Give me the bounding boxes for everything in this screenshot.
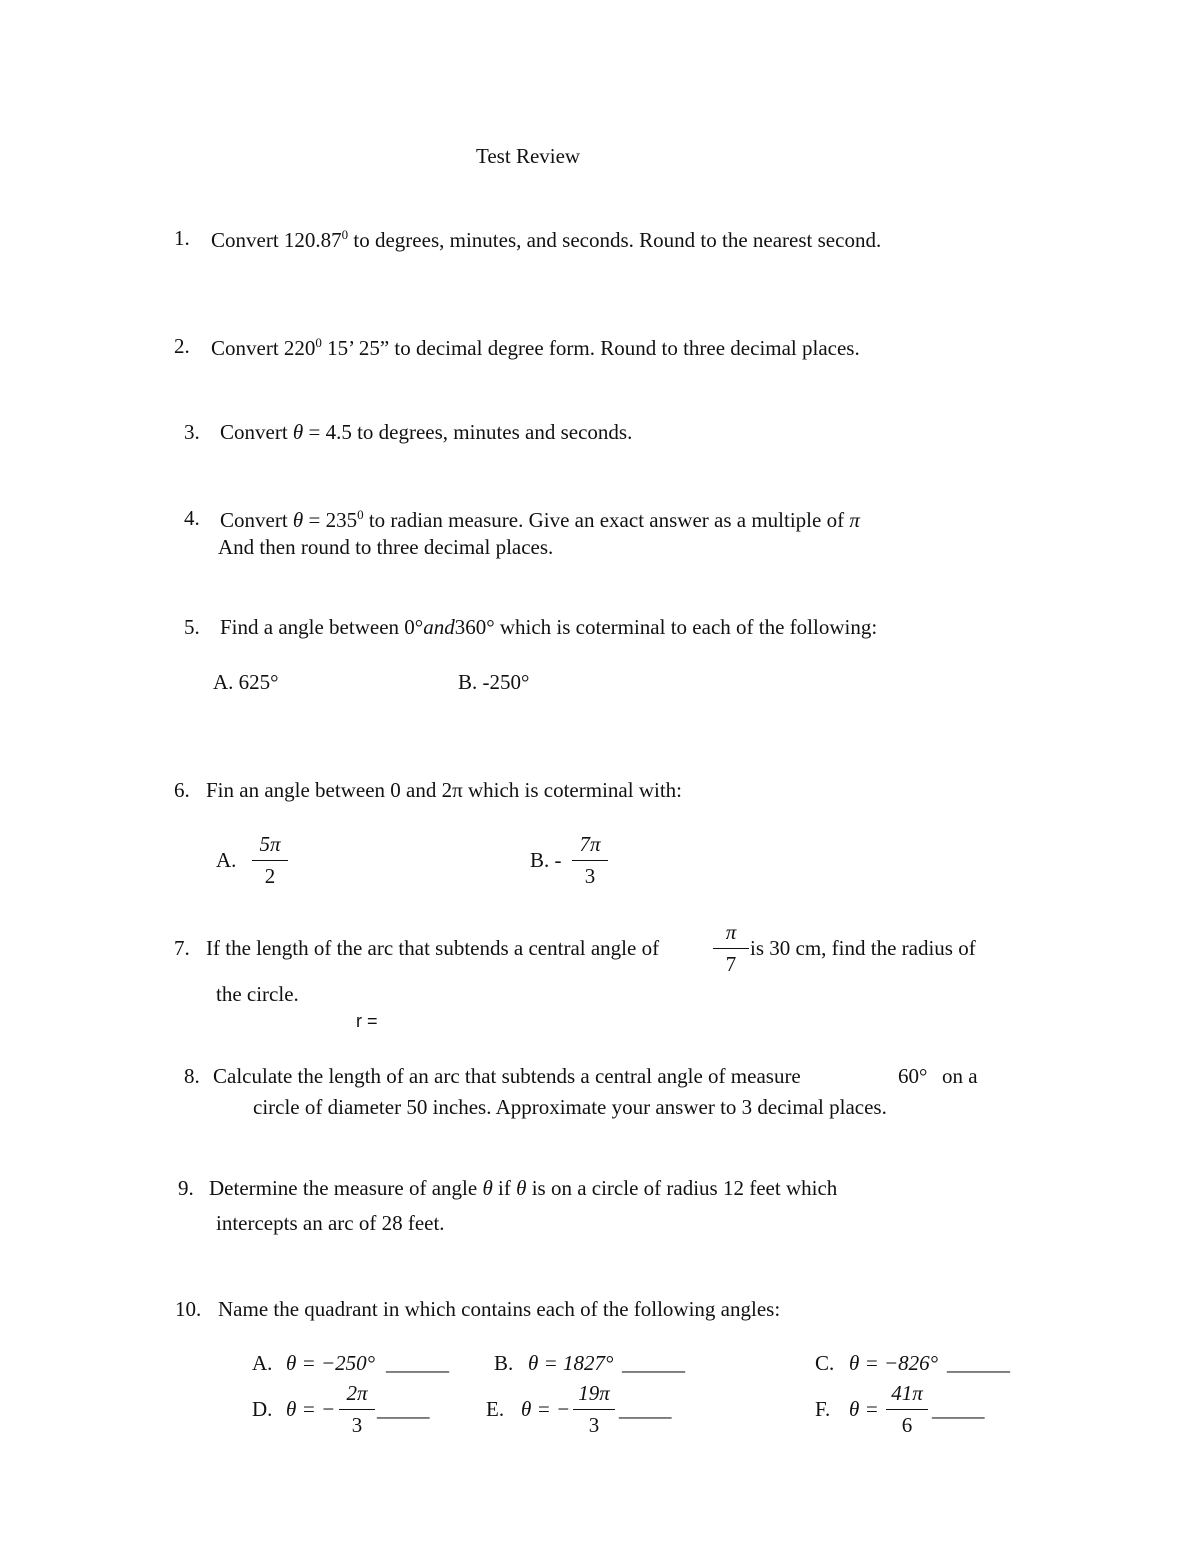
q10-option-e-fraction: 19π 3 <box>571 1383 617 1436</box>
q10-option-d-expr: θ = − <box>286 1397 336 1421</box>
q10-option-b-label: B. <box>494 1351 514 1375</box>
q10-option-f-label: F. <box>815 1397 831 1421</box>
q6-option-a-fraction: 5π 2 <box>250 834 290 887</box>
q10-option-e-label: E. <box>486 1397 505 1421</box>
q8-text-tail: on a <box>942 1064 978 1088</box>
q1-text: Convert 120.87$^0$ to degrees, minutes, and seconds. Round to the nearest second. <box>211 227 882 252</box>
q6-option-a-label: A. <box>216 848 237 872</box>
q10-option-a-label: A. <box>252 1351 273 1375</box>
q5-text: Find a angle between 0°and360° which is coterminal to each of the following: <box>220 615 878 639</box>
q8-text: Calculate the length of an arc that subtends a central angle of measure <box>213 1064 801 1088</box>
q7-text-rest: is 30 cm, find the radius of <box>750 936 976 960</box>
q10-option-f-expr: θ = <box>849 1397 879 1421</box>
q5-number: 5. <box>184 615 200 639</box>
q10-option-b-expr: θ = 1827° <box>528 1351 614 1375</box>
q6-text: Fin an angle between 0 and 2π which is coterminal with: <box>206 778 682 802</box>
q8-angle: 60° <box>898 1064 928 1088</box>
q1-number: 1. <box>174 226 190 250</box>
q7-number: 7. <box>174 936 190 960</box>
q7-fraction: π 7 <box>711 922 751 975</box>
q4-line2: And then round to three decimal places. <box>218 535 554 559</box>
page-title: Test Review <box>476 144 581 168</box>
q10-number: 10. <box>175 1297 202 1321</box>
q2-text: Convert $220^0$ 15’ 25” to decimal degree form. Round to three decimal places. <box>211 335 860 360</box>
q6-option-b-fraction: 7π 3 <box>570 834 610 887</box>
q5-option-a: A. 625° <box>213 670 279 694</box>
q7-answer: r = <box>356 1011 378 1031</box>
q7-line2: the circle. <box>216 982 299 1006</box>
q10-option-c-label: C. <box>815 1351 835 1375</box>
q10-option-a-expr: θ = −250° <box>286 1351 376 1375</box>
q9-number: 9. <box>178 1176 194 1200</box>
q10-text: Name the quadrant in which contains each of the following angles: <box>218 1297 781 1321</box>
q3-text: Convert θ = 4.5 to degrees, minutes and seconds. <box>220 420 633 444</box>
q10-option-f-blank: _____ <box>932 1397 985 1421</box>
q3-number: 3. <box>184 420 200 444</box>
q9-line2: intercepts an arc of 28 feet. <box>216 1211 445 1235</box>
q5-option-b: B. -250° <box>458 670 530 694</box>
q4-text: Convert $\theta = 235^0$ to radian measure. Give an exact answer as a multiple of π <box>220 507 860 532</box>
q8-line2: circle of diameter 50 inches. Approximate your answer to 3 decimal places. <box>253 1095 887 1119</box>
q10-option-e-blank: _____ <box>619 1397 672 1421</box>
q8-number: 8. <box>184 1064 200 1088</box>
q10-option-b-blank: ______ <box>622 1351 685 1375</box>
q9-text: Determine the measure of angle θ if θ is on a circle of radius 12 feet which <box>209 1176 838 1200</box>
q6-option-b-label: B. - <box>530 848 562 872</box>
q10-option-e-expr: θ = − <box>521 1397 571 1421</box>
q10-option-f-fraction: 41π 6 <box>884 1383 930 1436</box>
q10-option-c-expr: θ = −826° <box>849 1351 939 1375</box>
q6-number: 6. <box>174 778 190 802</box>
q10-option-d-blank: _____ <box>377 1397 430 1421</box>
q7-text: If the length of the arc that subtends a central angle of <box>206 936 660 960</box>
q2-number: 2. <box>174 334 190 358</box>
q10-option-a-blank: ______ <box>386 1351 449 1375</box>
q10-option-d-label: D. <box>252 1397 273 1421</box>
q10-option-d-fraction: 2π 3 <box>337 1383 377 1436</box>
q4-number: 4. <box>184 506 200 530</box>
q10-option-c-blank: ______ <box>947 1351 1010 1375</box>
